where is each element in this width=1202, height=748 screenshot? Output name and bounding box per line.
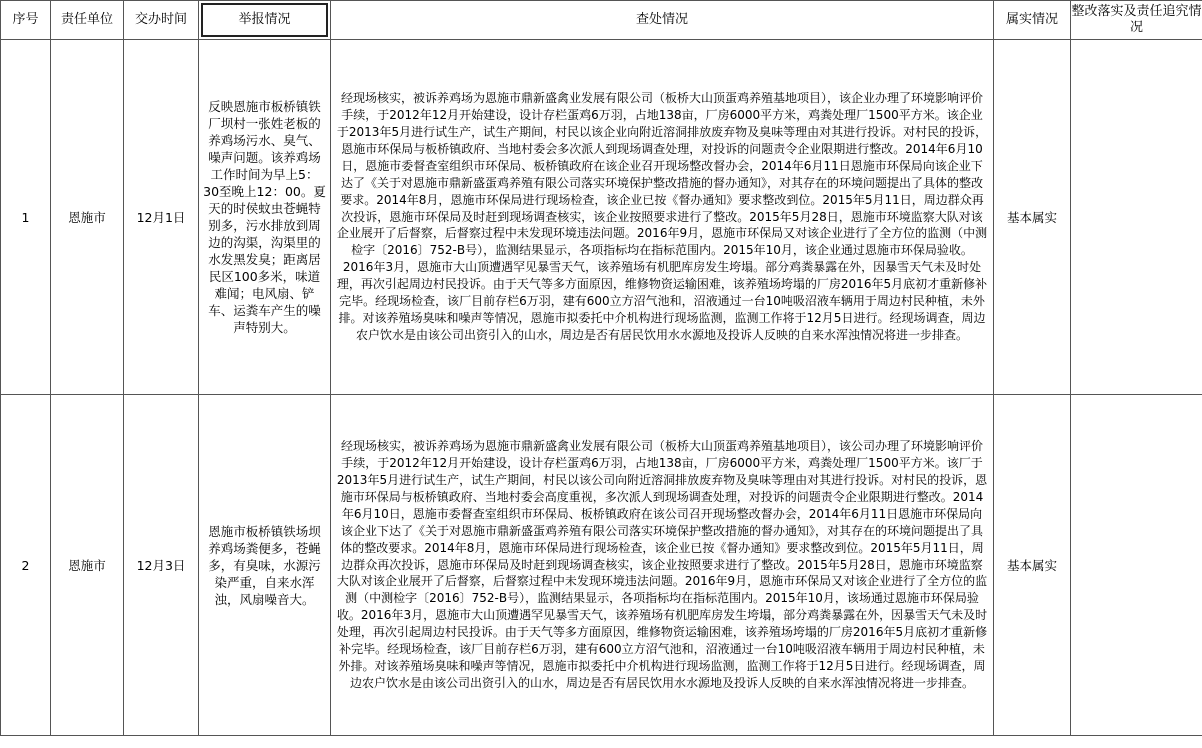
header-row: [1, 1, 1202, 40]
cell-detail: 经现场核实，被诉养鸡场为恩施市鼎新盛禽业发展有限公司（板桥大山顶蛋鸡养殖基地项目），该企业办理了环境影响评价手续，于2012年12月开始建设，设计存栏蛋鸡6万羽，占地138亩，厂房6000平方米，鸡粪处理厂1500平方米。该企业于2013年5月进行试生产，试生产期间，村民以该企业向附近溶洞排放废弃物及臭味等理由对其进行投诉。对村民的投诉，恩施市环保局与板桥镇政府、当地村委会多次派人到现场调查处理，对投诉的问题责令企业限期进行整改。2014年6月10日，恩施市委督查室组织市环保局、板桥镇政府在该企业召开现场整改督办会，2014年6月11日恩施市环保局向该企业下达了《关于对恩施市鼎新盛蛋鸡养殖有限公司落实环境保护整改措施的督办通知》，对其存在的环境问题提出了具体的整改要求。2014年8月，恩施市环保局进行现场检查，该企业已按《督办通知》要求整改到位。2015年5月11日，周边群众再次投诉，恩施市环保局及时赶到现场调查核实，该企业按照要求进行了整改。2015年5月28日，恩施市环境监察大队对该企业展开了后督察，后督察过程中未发现环境违法问题。2016年9月，恩施市环保局又对该企业进行了全方位的监测（中测检字〔2016〕752-B号），监测结果显示，各项指标均在指标范围内。2015年10月，该企业通过恩施市环保局验收。2016年3月，恩施市大山顶遭遇罕见暴雪天气，该养殖场有机肥库房发生垮塌。部分鸡粪暴露在外，因暴雪天气未及时处理，再次引起周边村民投诉。由于天气等多方面原因，维修物资运输困难，该养殖场垮塌的厂房2016年5月底初才重新修补完毕。经现场检查，该厂目前存栏6万羽，建有600立方沼气池和，沼液通过一台10吨吸沼液车辆用于周边村民种植，未外排。对该养殖场臭味和噪声等情况，恩施市拟委托中介机构进行现场监测，监测工作将于12月5日进行。经现场调查，周边农户饮水是由该公司出资引入的山水，周边是否有居民饮用水水源地及投诉人反映的自来水浑浊情况将进一步排查。: [331, 40, 994, 395]
cell-followup: [1071, 395, 1202, 736]
header-unit: 责任单位: [51, 1, 124, 40]
header-followup: 整改落实及责任追究情况: [1071, 1, 1202, 40]
cell-detail: 经现场核实，被诉养鸡场为恩施市鼎新盛禽业发展有限公司（板桥大山顶蛋鸡养殖基地项目），该公司办理了环境影响评价手续，于2012年12月开始建设，设计存栏蛋鸡6万羽，占地138亩，厂房6000平方米，鸡粪处理厂1500平方米。该厂于2013年5月进行试生产，试生产期间，村民以该公司向附近溶洞排放废弃物及臭味等理由对其进行投诉。对村民的投诉，恩施市环保局与板桥镇政府、当地村委会高度重视，多次派人到现场调查处理，对投诉的问题责令企业限期进行整改。2014年6月10日，恩施市委督查室组织市环保局、板桥镇政府在该公司召开现场整改督办会，2014年6月11日恩施市环保局向该企业下达了《关于对恩施市鼎新盛蛋鸡养殖有限公司落实环境保护整改措施的督办通知》，对其存在的环境问题提出了具体的整改要求。2014年8月，恩施市环保局进行现场检查，该企业已按《督办通知》要求整改到位。2015年5月11日，周边群众再次投诉，恩施市环保局及时赶到现场调查核实，该企业按照要求进行了整改。2015年5月28日，恩施市环境监察大队对该企业展开了后督察，后督察过程中未发现环境违法问题。2016年9月，恩施市环保局又对该企业进行了全方位的监测（中测检字〔2016〕752-B号），监测结果显示，各项指标均在指标范围内。2015年10月，该场通过恩施市环保局验收。2016年3月，恩施市大山顶遭遇罕见暴雪天气，该养殖场有机肥库房发生垮塌，部分鸡粪暴露在外，因暴雪天气未及时处理，再次引起周边村民投诉。由于天气等多方面原因，维修物资运输困难，该养殖场垮塌的厂房2016年5月底初才重新修补完毕。经现场检查，该厂目前存栏6万羽，建有600立方沼气池和，沼液通过一台10吨吸沼液车辆用于周边村民种植，未外排。对该养殖场臭味和噪声等情况，恩施市拟委托中介机构进行现场监测，监测工作将于12月5日进行。经现场调查，周边农户饮水是由该公司出资引入的山水，周边是否有居民饮用水水源地及投诉人反映的自来水浑浊情况将进一步排查。: [331, 395, 994, 736]
cell-report: 恩施市板桥镇铁场坝养鸡场粪便多，苍蝇多，有臭味，水源污染严重，自来水浑浊，风扇噪音大。: [199, 395, 331, 736]
cell-report: 反映恩施市板桥镇铁厂坝村一张姓老板的养鸡场污水、臭气、噪声问题。该养鸡场工作时间为早上5：30至晚上12：00。夏天的时侯蚊虫苍蝇特别多，污水排放到周边的沟渠，沟渠里的水发黑发臭；距离居民区100多米，味道难闻；电风扇、铲车、运粪车产生的噪声特别大。: [199, 40, 331, 395]
cell-unit: 恩施市: [51, 395, 124, 736]
header-date: 交办时间: [124, 1, 199, 40]
header-report-label: 举报情况: [201, 3, 328, 37]
cell-date: 12月1日: [124, 40, 199, 395]
table-row: [1, 395, 1202, 736]
cell-verdict: 基本属实: [994, 395, 1071, 736]
header-seq: 序号: [1, 1, 51, 40]
cell-verdict: 基本属实: [994, 40, 1071, 395]
cell-seq: 2: [1, 395, 51, 736]
cell-date: 12月3日: [124, 395, 199, 736]
cell-unit: 恩施市: [51, 40, 124, 395]
cell-seq: 1: [1, 40, 51, 395]
header-verdict: 属实情况: [994, 1, 1071, 40]
table-row: [1, 40, 1202, 395]
header-report: [199, 1, 331, 40]
cell-followup: [1071, 40, 1202, 395]
header-detail: 查处情况: [331, 1, 994, 40]
